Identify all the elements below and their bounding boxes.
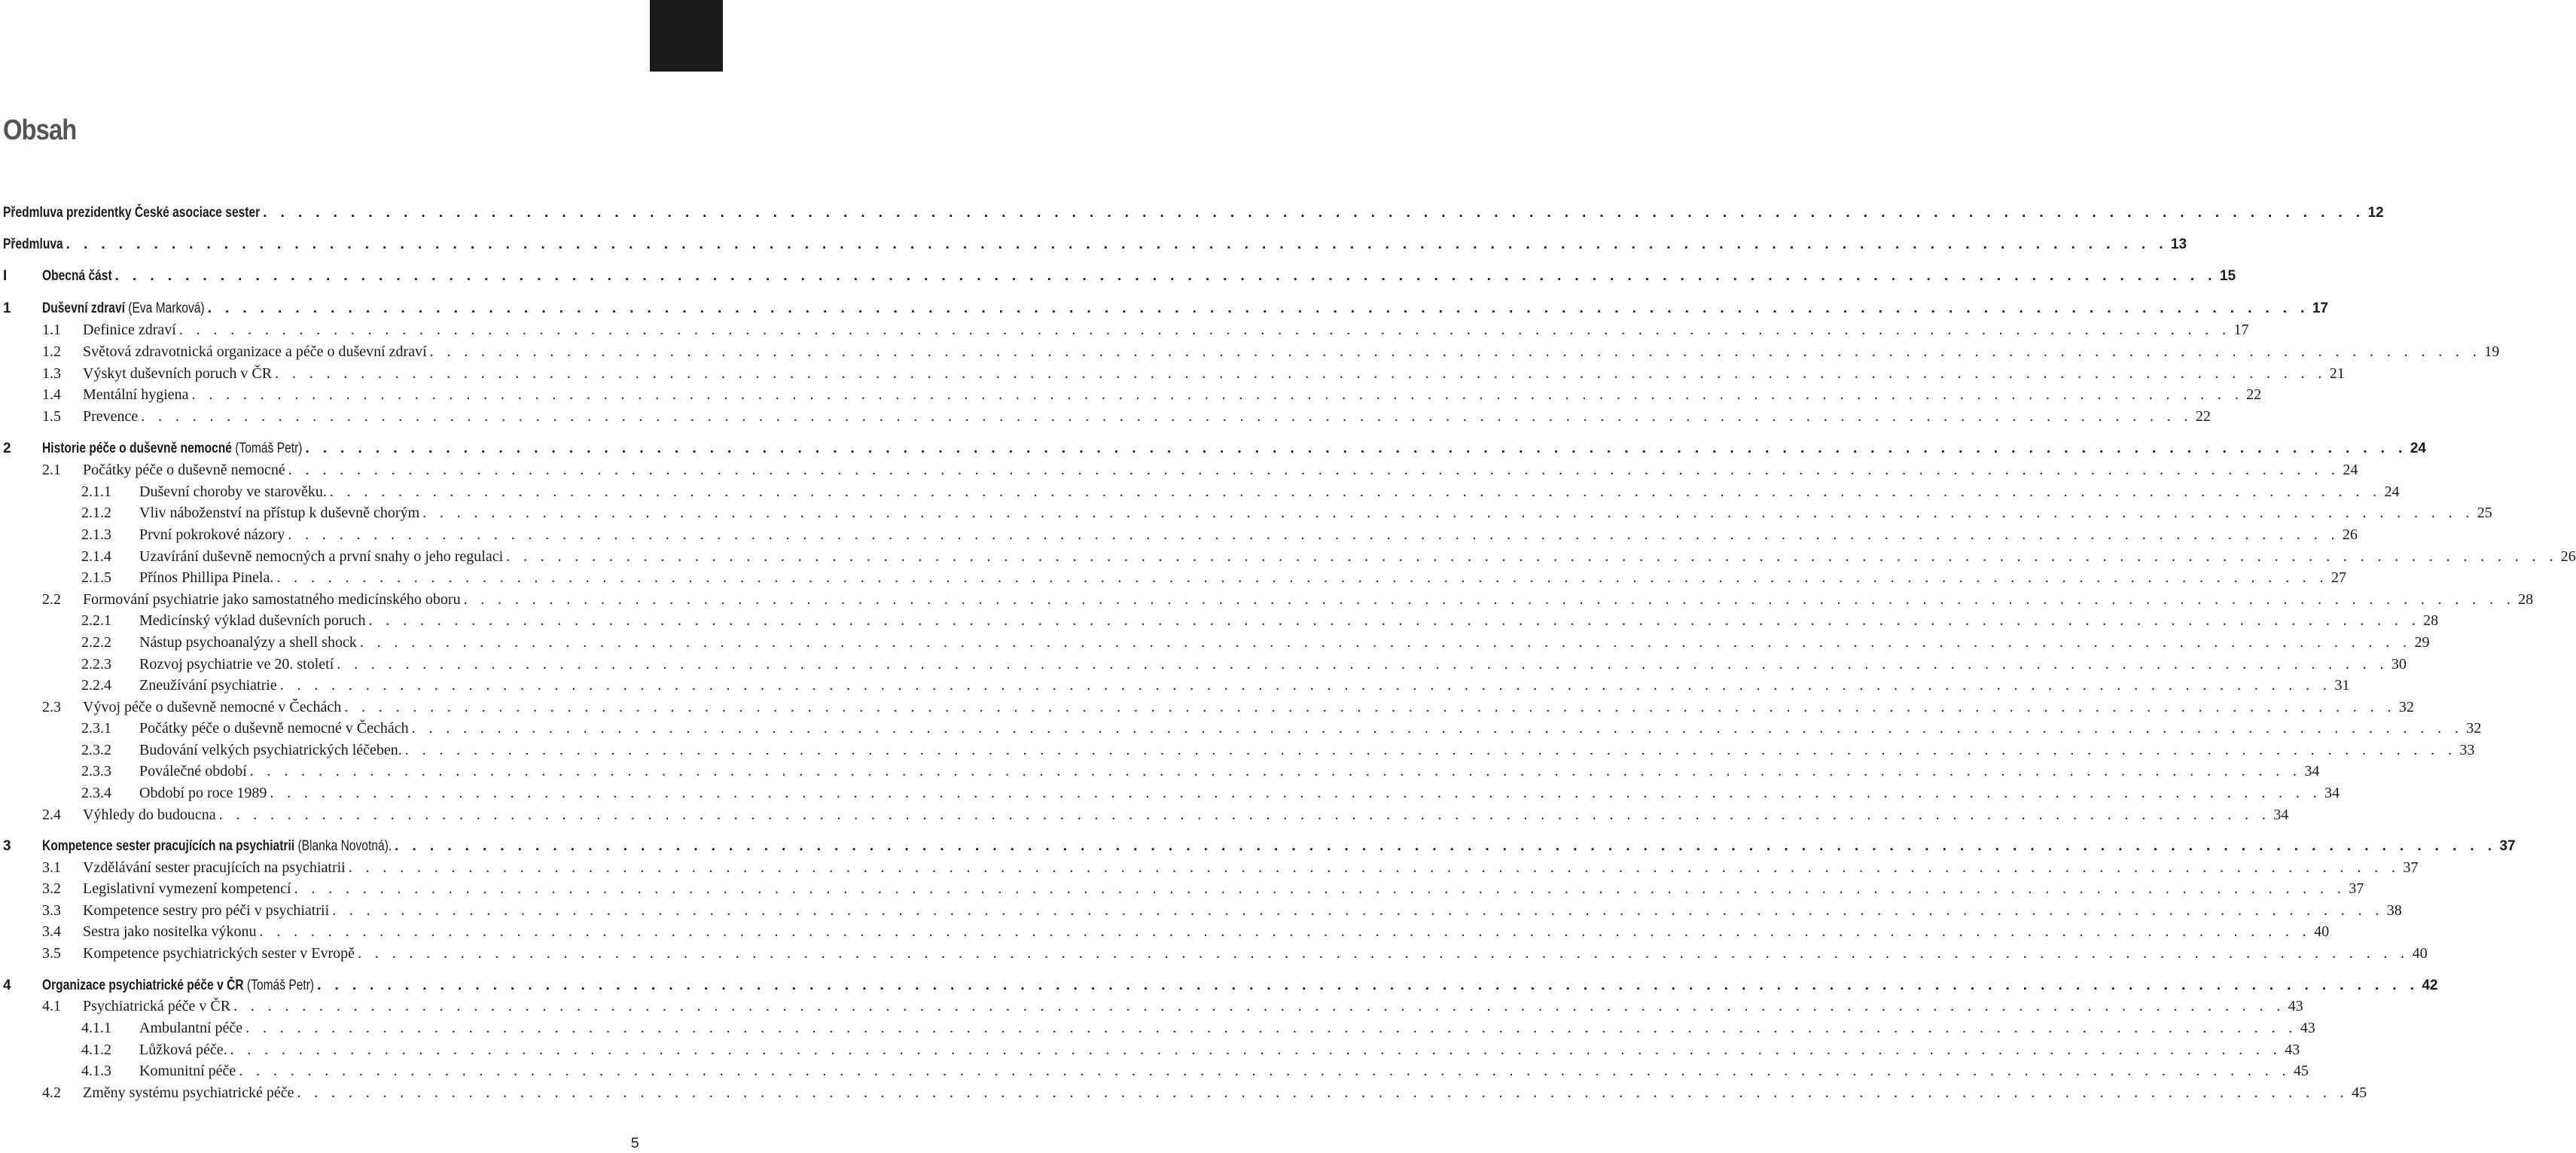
toc-entry-number: 1.5: [42, 408, 61, 425]
toc-entry-number: 3.2: [42, 880, 61, 897]
toc-entry-title: Lůžková péče.: [139, 1042, 227, 1058]
toc-entry-number: 2.2.3: [81, 656, 111, 673]
toc-section-row[interactable]: [0, 880, 2364, 899]
toc-leader-dots: . . . . . . . . . . . . . . . . . . . . . . . . . . . . . . . . . . . . . . . . . . . . . . . . . . . . . . . . . . . . . . . . . . . . . . . . . . . . . . . . . . . . . . . . . . . . . . . . . . . . . . . . . . . . . . . . . . . . . . . .: [506, 548, 2558, 565]
toc-entry-title-text: Kompetence sester pracujících na psychiatrii: [42, 838, 295, 854]
toc-section-row[interactable]: [0, 461, 2358, 480]
toc-page-number: 34: [2273, 807, 2289, 823]
toc-leader-dots: . . . . . . . . . . . . . . . . . . . . . . . . . . . . . . . . . . . . . . . . . . . . . . . . . . . . . . . . . . . . . . . . . . . . . . . . . . . . . . . . . . . . . . . . . . . . . . . . . . . . . . . . . . . . . . . . . . . . . . . .: [279, 677, 2332, 694]
toc-entry-number: 4.1.2: [81, 1042, 111, 1058]
toc-leader-dots: . . . . . . . . . . . . . . . . . . . . . . . . . . . . . . . . . . . . . . . . . . . . . . . . . . . . . . . . . . . . . . . . . . . . . . . . . . . . . . . . . . . . . . . . . . . . . . . . . . . . . . . . . . . . . . . . . . . . . . . .: [317, 978, 2419, 993]
toc-entry-title: Komunitní péče: [139, 1063, 236, 1079]
toc-entry-title: Duševní choroby ve starověku.: [139, 483, 327, 500]
toc-leader-dots: . . . . . . . . . . . . . . . . . . . . . . . . . . . . . . . . . . . . . . . . . . . . . . . . . . . . . . . . . . . . . . . . . . . . . . . . . . . . . . . . . . . . . . . . . . . . . . . . . . . . . . . . . . . . . . . . . . . . . . . .: [359, 634, 2412, 651]
toc-entry-number: I: [3, 268, 8, 284]
toc-entry: [83, 365, 2345, 382]
toc-entry-number: 1: [3, 300, 11, 316]
toc-entry: [83, 322, 2249, 338]
toc-leader-dots: . . . . . . . . . . . . . . . . . . . . . . . . . . . . . . . . . . . . . . . . . . . . . . . . . . . . . . . . . . . . . . . . . . . . . . . . . . . . . . . . . . . . . . . . . . . . . . . . . . . . . . . . . . . . . . . . . . . . . . . .: [422, 505, 2474, 521]
toc-entry-title: Uzavírání duševně nemocných a první snahy o jeho regulaci: [139, 548, 504, 565]
toc-entry-number: 2.1.5: [81, 569, 111, 586]
toc-page-number: 40: [2412, 945, 2428, 962]
toc-entry: [3, 236, 2187, 252]
toc-entry: [139, 763, 2320, 779]
toc-entry: [83, 408, 2211, 425]
toc-entry-author: (Tomáš Petr): [246, 978, 315, 993]
toc-page-number: 45: [2352, 1084, 2367, 1101]
toc-entry: [83, 386, 2262, 403]
toc-entry-title: Počátky péče o duševně nemocné: [83, 462, 285, 478]
toc-section-row[interactable]: [0, 901, 2402, 921]
toc-chapter-row[interactable]: [0, 267, 2236, 286]
toc-entry-number: 2.2: [42, 591, 61, 608]
toc-page-number: 43: [2285, 1042, 2300, 1058]
toc-entry-title: Období po roce 1989: [139, 785, 267, 801]
toc-entry-number: 2.1: [42, 462, 61, 478]
toc-chapter-row[interactable]: [0, 235, 2187, 255]
toc-entry-title-text: Organizace psychiatrické péče v ČR: [42, 978, 244, 993]
toc-leader-dots: . . . . . . . . . . . . . . . . . . . . . . . . . . . . . . . . . . . . . . . . . . . . . . . . . . . . . . . . . . . . . . . . . . . . . . . . . . . . . . . . . . . . . . . . . . . . . . . . . . . . . . . . . . . . . . . . . . . . . . . .: [270, 785, 2322, 801]
toc-chapter-row[interactable]: [0, 299, 2328, 319]
toc-entry-title: Psychiatrická péče v ČR: [83, 998, 231, 1014]
toc-section-row[interactable]: [0, 762, 2320, 782]
toc-entry-title: Přínos Phillipa Pinela.: [139, 569, 274, 586]
toc-entry-number: 2.1.4: [81, 548, 111, 565]
toc-entry-title: Výhledy do budoucna: [83, 807, 216, 823]
toc-entry: [83, 462, 2358, 478]
toc-entry-number: 1.2: [42, 343, 61, 360]
toc-page-number: 28: [2518, 591, 2534, 608]
toc-entry-title: Medicínský výklad duševních poruch: [139, 612, 366, 629]
toc-entry-title: Světová zdravotnická organizace a péče o duševní zdraví: [83, 343, 427, 360]
toc-entry-title: Legislativní vymezení kompetencí: [83, 880, 291, 897]
toc-page-number: 34: [2304, 763, 2320, 779]
toc-entry: [139, 505, 2492, 521]
toc-section-row[interactable]: [0, 923, 2330, 942]
toc-page-number: 45: [2293, 1063, 2309, 1079]
toc-page-number: 13: [2170, 236, 2187, 252]
toc-entry: [83, 880, 2364, 897]
toc-leader-dots: . . . . . . . . . . . . . . . . . . . . . . . . . . . . . . . . . . . . . . . . . . . . . . . . . . . . . . . . . . . . . . . . . . . . . . . . . . . . . . . . . . . . . . . . . . . . . . . . . . . . . . . . . . . . . . . . . . . . . . . .: [275, 365, 2327, 382]
toc-entry: [42, 300, 2328, 316]
toc-page-number: 22: [2195, 408, 2211, 425]
toc-entry: [139, 548, 2576, 565]
toc-entry: [139, 742, 2475, 758]
toc-entry-number: 4.1.3: [81, 1063, 111, 1079]
toc-entry-title: Kompetence sestry pro péči v psychiatrii: [83, 902, 330, 919]
toc-entry-number: 2.1.1: [81, 483, 111, 500]
toc-page-number: 24: [2384, 483, 2400, 500]
toc-entry-title: Vzdělávání sester pracujících na psychiatrii: [83, 859, 346, 876]
toc-section-row[interactable]: [0, 343, 2500, 362]
toc-page-number: 37: [2403, 859, 2419, 876]
toc-leader-dots: . . . . . . . . . . . . . . . . . . . . . . . . . . . . . . . . . . . . . . . . . . . . . . . . . . . . . . . . . . . . . . . . . . . . . . . . . . . . . . . . . . . . . . . . . . . . . . . . . . . . . . . . . . . . . . . . . . . . . . . .: [249, 763, 2302, 779]
toc-entry-number: 1.4: [42, 386, 61, 403]
toc-entry-number: 2.1.3: [81, 526, 111, 543]
toc-leader-dots: . . . . . . . . . . . . . . . . . . . . . . . . . . . . . . . . . . . . . . . . . . . . . . . . . . . . . . . . . . . . . . . . . . . . . . . . . . . . . . . . . . . . . . . . . . . . . . . . . . . . . . . . . . . . . . . . . . . . . . . .: [368, 612, 2421, 629]
toc-entry-number: 4.1: [42, 998, 61, 1014]
toc-entry: [139, 1020, 2315, 1036]
toc-leader-dots: . . . . . . . . . . . . . . . . . . . . . . . . . . . . . . . . . . . . . . . . . . . . . . . . . . . . . . . . . . . . . . . . . . . . . . . . . . . . . . . . . . . . . . . . . . . . . . . . . . . . . . . . . . . . . . . . . . . . . . . .: [288, 462, 2340, 478]
toc-entry: [139, 483, 2400, 500]
toc-entry-number: 3.4: [42, 923, 61, 940]
toc-leader-dots: . . . . . . . . . . . . . . . . . . . . . . . . . . . . . . . . . . . . . . . . . . . . . . . . . . . . . . . . . . . . . . . . . . . . . . . . . . . . . . . . . . . . . . . . . . . . . . . . . . . . . . . . . . . . . . . . . . . . . . . .: [344, 699, 2396, 715]
toc-entry-title: Definice zdraví: [83, 322, 176, 338]
toc-entry-title-text: Předmluva: [3, 236, 63, 252]
toc-page-number: 30: [2391, 656, 2407, 673]
toc-entry-title: Poválečné období: [139, 763, 247, 779]
toc-page-number: 24: [2343, 462, 2358, 478]
toc-entry: [83, 902, 2402, 919]
toc-leader-dots: . . . . . . . . . . . . . . . . . . . . . . . . . . . . . . . . . . . . . . . . . . . . . . . . . . . . . . . . . . . . . . . . . . . . . . . . . . . . . . . . . . . . . . . . . . . . . . . . . . . . . . . . . . . . . . . . . . . . . . . .: [191, 386, 2244, 403]
toc-entry: [139, 720, 2482, 737]
toc-entry: [139, 656, 2407, 673]
toc-section-row[interactable]: [0, 407, 2211, 427]
toc-entry-number: 1.3: [42, 365, 61, 382]
toc-section-row[interactable]: [0, 633, 2430, 653]
toc-entry-number: 3: [3, 838, 11, 854]
toc-page-number: 25: [2477, 505, 2492, 521]
toc-section-row[interactable]: [0, 1084, 2367, 1103]
toc-entry: [83, 1084, 2367, 1101]
toc-entry: [139, 1063, 2309, 1079]
toc-entry-title-text: Duševní zdraví: [42, 300, 125, 316]
toc-entry-title: [42, 301, 205, 316]
toc-entry-number: 2.3.2: [81, 742, 111, 758]
toc-entry: [3, 205, 2384, 221]
toc-entry-title: Vliv náboženství na přístup k duševně chorým: [139, 505, 420, 521]
toc-page-number: 31: [2334, 677, 2350, 694]
toc-page-number: 24: [2410, 441, 2426, 456]
toc-section-row[interactable]: [0, 719, 2482, 739]
toc-entry-number: 4: [3, 978, 11, 993]
toc-entry-title: Mentální hygiena: [83, 386, 189, 403]
toc-page-number: 17: [2233, 322, 2249, 338]
toc-leader-dots: . . . . . . . . . . . . . . . . . . . . . . . . . . . . . . . . . . . . . . . . . . . . . . . . . . . . . . . . . . . . . . . . . . . . . . . . . . . . . . . . . . . . . . . . . . . . . . . . . . . . . . . . . . . . . . . . . . . . . . . .: [230, 1042, 2282, 1058]
toc-entry-number: 2.4: [42, 807, 61, 823]
toc-page-number: 21: [2329, 365, 2345, 382]
toc-leader-dots: . . . . . . . . . . . . . . . . . . . . . . . . . . . . . . . . . . . . . . . . . . . . . . . . . . . . . . . . . . . . . . . . . . . . . . . . . . . . . . . . . . . . . . . . . . . . . . . . . . . . . . . . . . . . . . . . . . . . . . . .: [357, 945, 2410, 962]
toc-leader-dots: . . . . . . . . . . . . . . . . . . . . . . . . . . . . . . . . . . . . . . . . . . . . . . . . . . . . . . . . . . . . . . . . . . . . . . . . . . . . . . . . . . . . . . . . . . . . . . . . . . . . . . . . . . . . . . . . . . . . . . . .: [332, 902, 2384, 919]
toc-entry-title: Ambulantní péče: [139, 1020, 243, 1036]
toc-entry-title: Zneužívání psychiatrie: [139, 677, 277, 694]
toc-entry-number: 4.1.1: [81, 1020, 111, 1036]
toc-leader-dots: . . . . . . . . . . . . . . . . . . . . . . . . . . . . . . . . . . . . . . . . . . . . . . . . . . . . . . . . . . . . . . . . . . . . . . . . . . . . . . . . . . . . . . . . . . . . . . . . . . . . . . . . . . . . . . . . . . . . . . . .: [288, 526, 2340, 543]
toc-entry-number: 2.3.1: [81, 720, 111, 737]
toc-page-number: 27: [2331, 569, 2346, 586]
toc-entry-number: 2.3: [42, 699, 61, 715]
toc-section-row[interactable]: [0, 741, 2475, 761]
toc-section-row[interactable]: [0, 1062, 2309, 1081]
toc-entry: [42, 441, 2426, 456]
toc-section-row[interactable]: [0, 944, 2428, 964]
toc-page-number: 12: [2367, 205, 2384, 221]
toc-entry-author: (Blanka Novotná).: [297, 838, 392, 854]
toc-page-number: 15: [2219, 268, 2236, 284]
toc-leader-dots: . . . . . . . . . . . . . . . . . . . . . . . . . . . . . . . . . . . . . . . . . . . . . . . . . . . . . . . . . . . . . . . . . . . . . . . . . . . . . . . . . . . . . . . . . . . . . . . . . . . . . . . . . . . . . . . . . . . . . . . .: [233, 998, 2285, 1014]
toc-entry: [83, 343, 2500, 360]
toc-section-row[interactable]: [0, 321, 2249, 340]
toc-entry-title: [3, 237, 63, 252]
toc-section-row[interactable]: [0, 612, 2439, 631]
toc-entry-title: [42, 978, 314, 993]
toc-leader-dots: . . . . . . . . . . . . . . . . . . . . . . . . . . . . . . . . . . . . . . . . . . . . . . . . . . . . . . . . . . . . . . . . . . . . . . . . . . . . . . . . . . . . . . . . . . . . . . . . . . . . . . . . . . . . . . . . . . . . . . . .: [329, 483, 2382, 500]
toc-entry: [83, 591, 2534, 608]
toc-leader-dots: . . . . . . . . . . . . . . . . . . . . . . . . . . . . . . . . . . . . . . . . . . . . . . . . . . . . . . . . . . . . . . . . . . . . . . . . . . . . . . . . . . . . . . . . . . . . . . . . . . . . . . . . . . . . . . . . . . . . . . . .: [245, 1020, 2297, 1036]
toc-leader-dots: . . . . . . . . . . . . . . . . . . . . . . . . . . . . . . . . . . . . . . . . . . . . . . . . . . . . . . . . . . . . . . . . . . . . . . . . . . . . . . . . . . . . . . . . . . . . . . . . . . . . . . . . . . . . . . . . . . . . . . . .: [305, 441, 2407, 456]
toc-section-row[interactable]: [0, 548, 2576, 567]
toc-entry-number: 2.2.1: [81, 612, 111, 629]
toc-page-number: 43: [2300, 1020, 2315, 1036]
toc-entry-title: [42, 441, 302, 456]
toc-entry-number: 1.1: [42, 322, 61, 338]
toc-entry-author: (Tomáš Petr): [235, 441, 303, 456]
toc-entry: [139, 634, 2430, 651]
toc-entry-title: Počátky péče o duševně nemocné v Čechách: [139, 720, 409, 737]
toc-leader-dots: . . . . . . . . . . . . . . . . . . . . . . . . . . . . . . . . . . . . . . . . . . . . . . . . . . . . . . . . . . . . . . . . . . . . . . . . . . . . . . . . . . . . . . . . . . . . . . . . . . . . . . . . . . . . . . . . . . . . . . . .: [239, 1063, 2291, 1079]
toc-page-number: 43: [2288, 998, 2303, 1014]
toc-entry-title: Výskyt duševních poruch v ČR: [83, 365, 273, 382]
toc-page-number: 32: [2466, 720, 2482, 737]
toc-entry-title: Kompetence psychiatrických sester v Evropě: [83, 945, 355, 962]
toc-chapter-row[interactable]: [0, 976, 2438, 996]
toc-page-number: 32: [2398, 699, 2414, 715]
toc-leader-dots: . . . . . . . . . . . . . . . . . . . . . . . . . . . . . . . . . . . . . . . . . . . . . . . . . . . . . . . . . . . . . . . . . . . . . . . . . . . . . . . . . . . . . . . . . . . . . . . . . . . . . . . . . . . . . . . . . . . . . . . .: [294, 880, 2346, 897]
toc-section-row[interactable]: [0, 1019, 2315, 1039]
toc-leader-dots: . . . . . . . . . . . . . . . . . . . . . . . . . . . . . . . . . . . . . . . . . . . . . . . . . . . . . . . . . . . . . . . . . . . . . . . . . . . . . . . . . . . . . . . . . . . . . . . . . . . . . . . . . . . . . . . . . . . . . . . .: [259, 923, 2312, 940]
toc-entry: [83, 699, 2414, 715]
toc-entry-title: Nástup psychoanalýzy a shell shock: [139, 634, 357, 651]
toc-leader-dots: . . . . . . . . . . . . . . . . . . . . . . . . . . . . . . . . . . . . . . . . . . . . . . . . . . . . . . . . . . . . . . . . . . . . . . . . . . . . . . . . . . . . . . . . . . . . . . . . . . . . . . . . . . . . . . . . . . . . . . . .: [66, 236, 2168, 252]
toc-entry: [139, 526, 2358, 543]
toc-leader-dots: . . . . . . . . . . . . . . . . . . . . . . . . . . . . . . . . . . . . . . . . . . . . . . . . . . . . . . . . . . . . . . . . . . . . . . . . . . . . . . . . . . . . . . . . . . . . . . . . . . . . . . . . . . . . . . . . . . . . . . . .: [263, 205, 2365, 221]
toc-entry: [139, 785, 2340, 801]
toc-page-number: 37: [2349, 880, 2364, 897]
toc-leader-dots: . . . . . . . . . . . . . . . . . . . . . . . . . . . . . . . . . . . . . . . . . . . . . . . . . . . . . . . . . . . . . . . . . . . . . . . . . . . . . . . . . . . . . . . . . . . . . . . . . . . . . . . . . . . . . . . . . . . . . . . .: [395, 838, 2497, 854]
toc-page-number: 34: [2324, 785, 2340, 801]
toc-page-number: 38: [2386, 902, 2402, 919]
toc-entry-number: 3.5: [42, 945, 61, 962]
toc-section-row[interactable]: [0, 997, 2303, 1017]
toc-entry-number: 2.3.3: [81, 763, 111, 779]
toc-chapter-row[interactable]: [0, 203, 2384, 223]
toc-section-row[interactable]: [0, 806, 2289, 825]
toc-leader-dots: . . . . . . . . . . . . . . . . . . . . . . . . . . . . . . . . . . . . . . . . . . . . . . . . . . . . . . . . . . . . . . . . . . . . . . . . . . . . . . . . . . . . . . . . . . . . . . . . . . . . . . . . . . . . . . . . . . . . . . . .: [411, 720, 2464, 737]
toc-section-row[interactable]: [0, 504, 2492, 523]
toc-section-row[interactable]: [0, 676, 2350, 696]
toc-entry-title: Sestra jako nositelka výkonu: [83, 923, 257, 940]
toc-entry: [83, 807, 2289, 823]
toc-entry-number: 3.3: [42, 902, 61, 919]
toc-section-row[interactable]: [0, 569, 2346, 588]
toc-leader-dots: . . . . . . . . . . . . . . . . . . . . . . . . . . . . . . . . . . . . . . . . . . . . . . . . . . . . . . . . . . . . . . . . . . . . . . . . . . . . . . . . . . . . . . . . . . . . . . . . . . . . . . . . . . . . . . . . . . . . . . . .: [178, 322, 2231, 338]
toc-leader-dots: . . . . . . . . . . . . . . . . . . . . . . . . . . . . . . . . . . . . . . . . . . . . . . . . . . . . . . . . . . . . . . . . . . . . . . . . . . . . . . . . . . . . . . . . . . . . . . . . . . . . . . . . . . . . . . . . . . . . . . . .: [141, 408, 2193, 425]
toc-entry: [139, 677, 2350, 694]
toc-entry-number: 3.1: [42, 859, 61, 876]
toc-page-number: 28: [2423, 612, 2439, 629]
toc-entry: [42, 838, 2516, 854]
toc-entry-title: Budování velkých psychiatrických léčeben.: [139, 742, 402, 758]
toc-page-number: 19: [2484, 343, 2500, 360]
toc-section-row[interactable]: [0, 859, 2419, 878]
toc-page-number: 42: [2422, 978, 2438, 993]
toc-page-number: 40: [2314, 923, 2330, 940]
toc-section-row[interactable]: [0, 655, 2407, 675]
toc-page-number: 33: [2459, 742, 2475, 758]
toc-entry: [42, 268, 2236, 284]
toc-entry-title: Vývoj péče o duševně nemocné v Čechách: [83, 699, 342, 715]
toc-section-row[interactable]: [0, 526, 2358, 545]
toc-entry-author: (Eva Marková): [128, 300, 205, 316]
toc-entry: [83, 998, 2303, 1014]
toc-section-row[interactable]: [0, 483, 2400, 502]
toc-section-row[interactable]: [0, 1041, 2300, 1060]
toc-entry-title: Formování psychiatrie jako samostatného medicínského oboru: [83, 591, 461, 608]
toc-page-number: 29: [2414, 634, 2430, 651]
toc-entry-title: [3, 206, 260, 220]
toc-leader-dots: . . . . . . . . . . . . . . . . . . . . . . . . . . . . . . . . . . . . . . . . . . . . . . . . . . . . . . . . . . . . . . . . . . . . . . . . . . . . . . . . . . . . . . . . . . . . . . . . . . . . . . . . . . . . . . . . . . . . . . . .: [463, 591, 2516, 608]
toc-page-number: 22: [2246, 386, 2262, 403]
toc-chapter-row[interactable]: [0, 439, 2426, 459]
toc-page-number: 26: [2560, 548, 2576, 565]
toc-leader-dots: . . . . . . . . . . . . . . . . . . . . . . . . . . . . . . . . . . . . . . . . . . . . . . . . . . . . . . . . . . . . . . . . . . . . . . . . . . . . . . . . . . . . . . . . . . . . . . . . . . . . . . . . . . . . . . . . . . . . . . . .: [404, 742, 2457, 758]
toc-leader-dots: . . . . . . . . . . . . . . . . . . . . . . . . . . . . . . . . . . . . . . . . . . . . . . . . . . . . . . . . . . . . . . . . . . . . . . . . . . . . . . . . . . . . . . . . . . . . . . . . . . . . . . . . . . . . . . . . . . . . . . . .: [218, 807, 2271, 823]
toc-leader-dots: . . . . . . . . . . . . . . . . . . . . . . . . . . . . . . . . . . . . . . . . . . . . . . . . . . . . . . . . . . . . . . . . . . . . . . . . . . . . . . . . . . . . . . . . . . . . . . . . . . . . . . . . . . . . . . . . . . . . . . . .: [297, 1084, 2349, 1101]
toc-entry-number: 2: [3, 441, 11, 456]
toc-chapter-row[interactable]: [0, 837, 2516, 856]
toc-entry: [83, 945, 2428, 962]
toc-entry-number: 2.2.2: [81, 634, 111, 651]
toc-section-row[interactable]: [0, 590, 2534, 610]
toc-entry: [139, 1042, 2300, 1058]
toc-entry-title-text: Obecná část: [42, 268, 112, 284]
toc-page-number: 26: [2342, 526, 2358, 543]
toc-entry: [83, 859, 2419, 876]
toc-entry-number: 4.2: [42, 1084, 61, 1101]
toc-entry: [83, 923, 2330, 940]
page-title: Obsah: [3, 114, 77, 146]
toc-leader-dots: . . . . . . . . . . . . . . . . . . . . . . . . . . . . . . . . . . . . . . . . . . . . . . . . . . . . . . . . . . . . . . . . . . . . . . . . . . . . . . . . . . . . . . . . . . . . . . . . . . . . . . . . . . . . . . . . . . . . . . . .: [337, 656, 2389, 673]
toc-leader-dots: . . . . . . . . . . . . . . . . . . . . . . . . . . . . . . . . . . . . . . . . . . . . . . . . . . . . . . . . . . . . . . . . . . . . . . . . . . . . . . . . . . . . . . . . . . . . . . . . . . . . . . . . . . . . . . . . . . . . . . . .: [348, 859, 2401, 876]
toc-page-number: 37: [2499, 838, 2516, 854]
toc-entry-title: [42, 269, 112, 283]
toc-entry: [42, 978, 2438, 993]
toc-entry-number: 2.2.4: [81, 677, 111, 694]
toc-leader-dots: . . . . . . . . . . . . . . . . . . . . . . . . . . . . . . . . . . . . . . . . . . . . . . . . . . . . . . . . . . . . . . . . . . . . . . . . . . . . . . . . . . . . . . . . . . . . . . . . . . . . . . . . . . . . . . . . . . . . . . . .: [276, 569, 2328, 586]
page-number: 5: [631, 1136, 639, 1151]
toc-entry-title-text: Předmluva prezidentky České asociace sester: [3, 205, 261, 221]
toc-section-row[interactable]: [0, 365, 2345, 384]
toc-section-row[interactable]: [0, 784, 2340, 804]
toc-entry-title: Rozvoj psychiatrie ve 20. století: [139, 656, 334, 673]
toc-page-number: 17: [2312, 300, 2328, 316]
toc-entry-number: 2.1.2: [81, 505, 111, 521]
toc-entry-title: Prevence: [83, 408, 139, 425]
toc-leader-dots: . . . . . . . . . . . . . . . . . . . . . . . . . . . . . . . . . . . . . . . . . . . . . . . . . . . . . . . . . . . . . . . . . . . . . . . . . . . . . . . . . . . . . . . . . . . . . . . . . . . . . . . . . . . . . . . . . . . . . . . .: [207, 300, 2309, 316]
toc-section-row[interactable]: [0, 386, 2262, 405]
toc-section-row[interactable]: [0, 698, 2414, 718]
toc-leader-dots: . . . . . . . . . . . . . . . . . . . . . . . . . . . . . . . . . . . . . . . . . . . . . . . . . . . . . . . . . . . . . . . . . . . . . . . . . . . . . . . . . . . . . . . . . . . . . . . . . . . . . . . . . . . . . . . . . . . . . . . .: [114, 268, 2217, 284]
toc-entry-number: 2.3.4: [81, 785, 111, 801]
toc-entry-title: Změny systému psychiatrické péče: [83, 1084, 294, 1101]
toc-entry-title: [42, 839, 392, 853]
toc-leader-dots: . . . . . . . . . . . . . . . . . . . . . . . . . . . . . . . . . . . . . . . . . . . . . . . . . . . . . . . . . . . . . . . . . . . . . . . . . . . . . . . . . . . . . . . . . . . . . . . . . . . . . . . . . . . . . . . . . . . . . . . .: [429, 343, 2482, 360]
toc-entry: [139, 612, 2439, 629]
toc-entry: [139, 569, 2346, 586]
toc-entry-title: První pokrokové názory: [139, 526, 285, 543]
toc-entry-title-text: Historie péče o duševně nemocné: [42, 441, 232, 456]
